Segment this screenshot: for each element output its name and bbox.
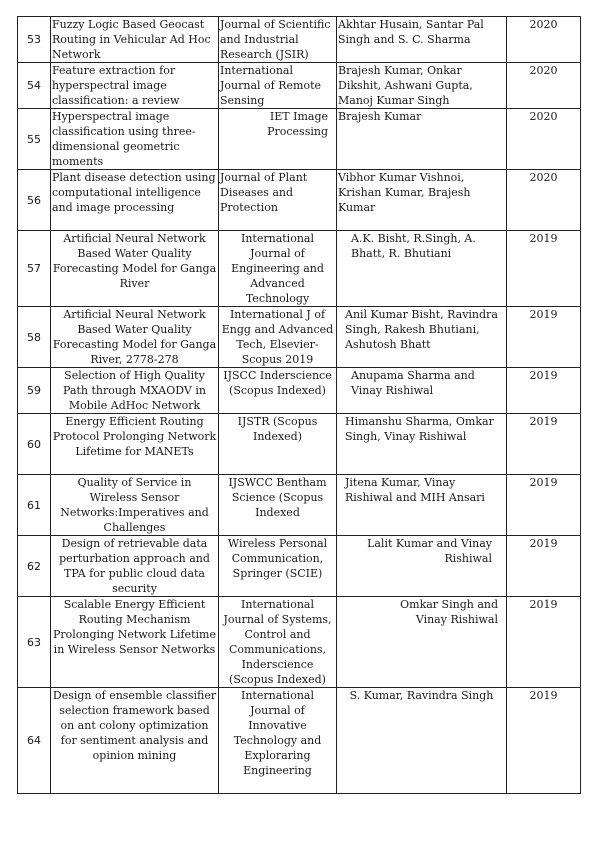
row-number: 54 [18,63,51,109]
row-number: 63 [18,597,51,688]
journal-name: International Journal of Engineering and Advanced Technology [219,231,337,307]
paper-title: Energy Efficient Routing Protocol Prolonging Network Lifetime for MANETs [51,414,219,475]
publications-table [17,16,581,794]
journal-name: International J of Engg and Advanced Tech, Elsevier-Scopus 2019 [219,307,337,368]
row-number: 55 [18,109,51,170]
row-number: 64 [18,688,51,794]
author-list: A.K. Bisht, R.Singh, A. Bhatt, R. Bhutiani [337,231,507,307]
paper-title: Artificial Neural Network Based Water Quality Forecasting Model for Ganga River [51,231,219,307]
publication-year: 2020 [507,170,581,231]
journal-name: IJSWCC Bentham Science (Scopus Indexed [219,475,337,536]
author-list: Anil Kumar Bisht, Ravindra Singh, Rakesh Bhutiani, Ashutosh Bhatt [337,307,507,368]
paper-title: Hyperspectral image classification using three-dimensional geometric moments [51,109,219,170]
publication-year: 2019 [507,307,581,368]
row-number: 62 [18,536,51,597]
journal-name: International Journal of Innovative Technology and Exploraring Engineering [219,688,337,794]
journal-name: Journal of Plant Diseases and Protection [219,170,337,231]
row-number: 57 [18,231,51,307]
row-number: 58 [18,307,51,368]
table-row [18,688,581,794]
row-number: 59 [18,368,51,414]
author-list: Brajesh Kumar [337,109,507,170]
publication-year: 2020 [507,109,581,170]
paper-title: Selection of High Quality Path through MXAODV in Mobile AdHoc Network [51,368,219,414]
publication-year: 2019 [507,688,581,794]
row-number: 61 [18,475,51,536]
journal-name: International Journal of Remote Sensing [219,63,337,109]
author-list: Himanshu Sharma, Omkar Singh, Vinay Rishiwal [337,414,507,475]
journal-name: IJSCC Inderscience (Scopus Indexed) [219,368,337,414]
publication-year: 2020 [507,17,581,63]
author-list: S. Kumar, Ravindra Singh [337,688,507,794]
table-row [18,63,581,109]
paper-title: Quality of Service in Wireless Sensor Networks:Imperatives and Challenges [51,475,219,536]
row-number: 53 [18,17,51,63]
publication-year: 2019 [507,368,581,414]
row-number: 60 [18,414,51,475]
author-list: Anupama Sharma and Vinay Rishiwal [337,368,507,414]
author-list: Vibhor Kumar Vishnoi, Krishan Kumar, Brajesh Kumar [337,170,507,231]
table-row [18,475,581,536]
table-row [18,307,581,368]
paper-title: Design of ensemble classifier selection framework based on ant colony optimization for sentiment analysis and opinion mining [51,688,219,794]
table-row [18,414,581,475]
author-list: Lalit Kumar and Vinay Rishiwal [337,536,507,597]
table-row [18,368,581,414]
journal-name: IJSTR (Scopus Indexed) [219,414,337,475]
table-row [18,536,581,597]
paper-title: Scalable Energy Efficient Routing Mechanism Prolonging Network Lifetime in Wireless Sensor Networks [51,597,219,688]
journal-name: IET Image Processing [219,109,337,170]
publication-year: 2019 [507,475,581,536]
journal-name: International Journal of Systems, Control and Communications, Inderscience (Scopus Indexed) [219,597,337,688]
paper-title: Fuzzy Logic Based Geocast Routing in Vehicular Ad Hoc Network [51,17,219,63]
publication-year: 2020 [507,63,581,109]
paper-title: Artificial Neural Network Based Water Quality Forecasting Model for Ganga River, 2778-278 [51,307,219,368]
table-row [18,597,581,688]
journal-name: Journal of Scientific and Industrial Research (JSIR) [219,17,337,63]
paper-title: Plant disease detection using computational intelligence and image processing [51,170,219,231]
table-row [18,231,581,307]
paper-title: Feature extraction for hyperspectral image classification: a review [51,63,219,109]
author-list: Omkar Singh and Vinay Rishiwal [337,597,507,688]
publication-year: 2019 [507,536,581,597]
publication-year: 2019 [507,414,581,475]
journal-name: Wireless Personal Communication, Springer (SCIE) [219,536,337,597]
table-row [18,17,581,63]
publication-year: 2019 [507,597,581,688]
row-number: 56 [18,170,51,231]
paper-title: Design of retrievable data perturbation approach and TPA for public cloud data security [51,536,219,597]
publication-year: 2019 [507,231,581,307]
author-list: Brajesh Kumar, Onkar Dikshit, Ashwani Gupta, Manoj Kumar Singh [337,63,507,109]
table-row [18,170,581,231]
table-row [18,109,581,170]
author-list: Akhtar Husain, Santar Pal Singh and S. C. Sharma [337,17,507,63]
author-list: Jitena Kumar, Vinay Rishiwal and MIH Ansari [337,475,507,536]
